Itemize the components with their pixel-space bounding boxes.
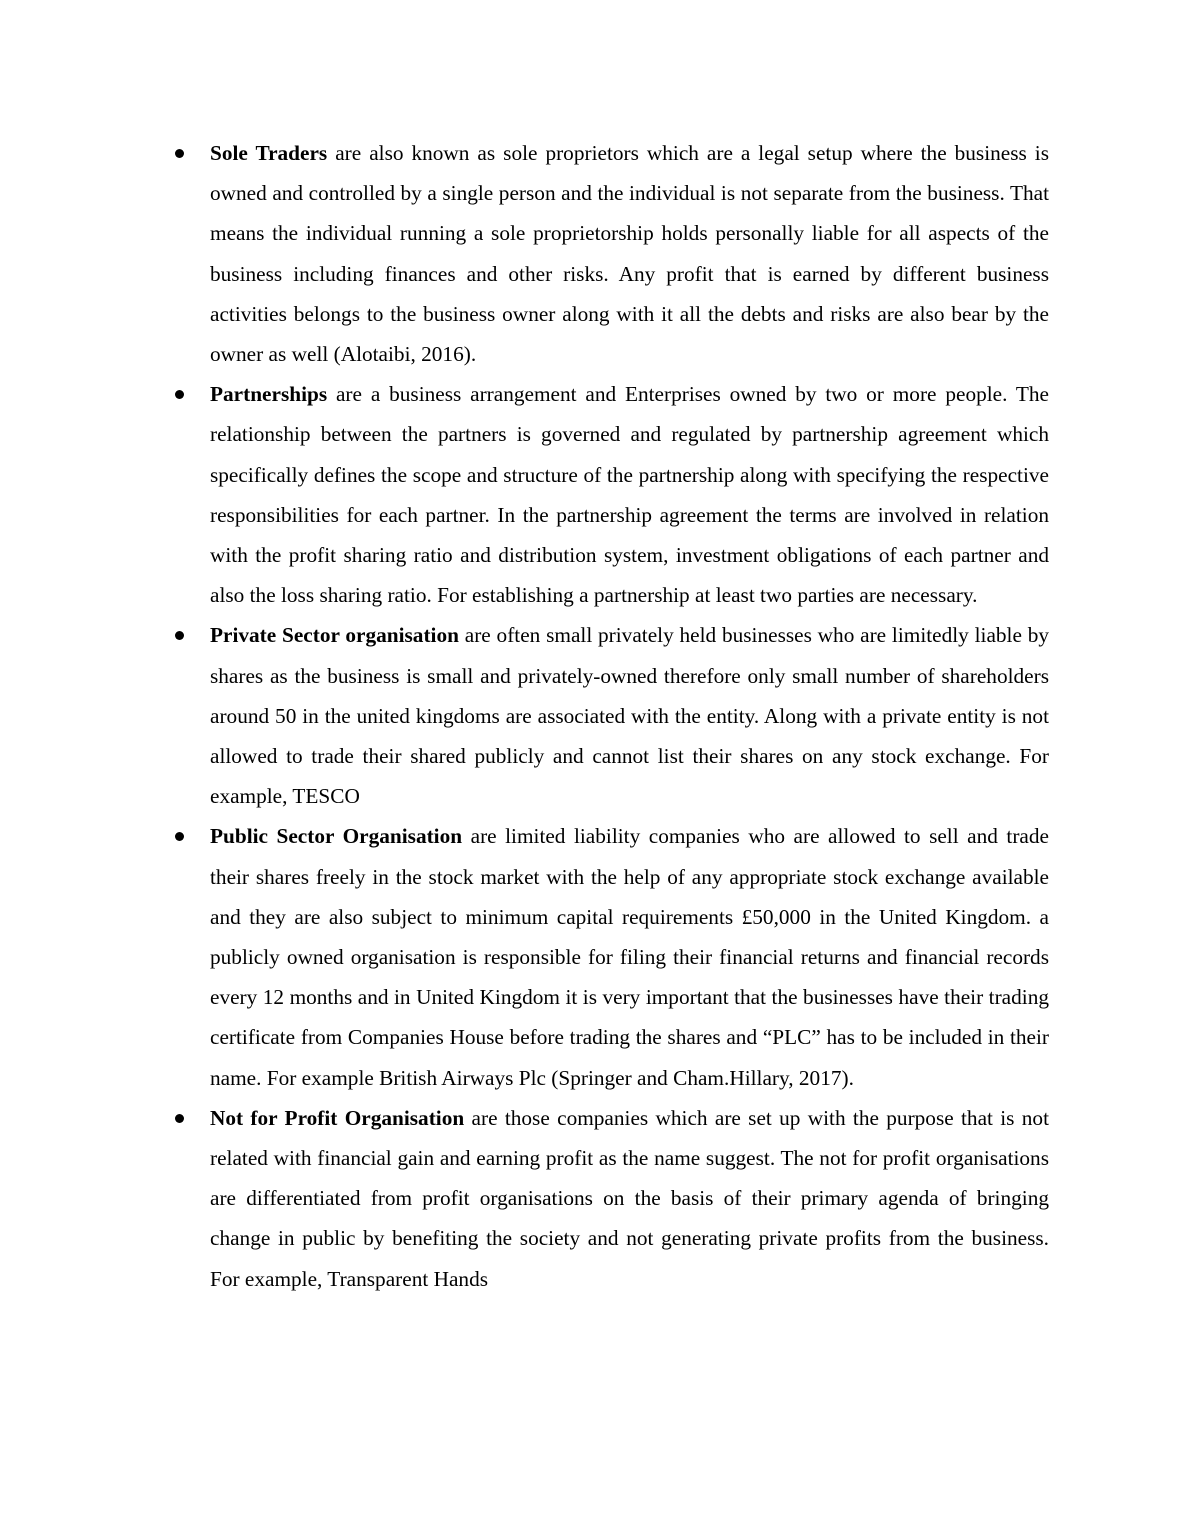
bullet-icon bbox=[175, 832, 184, 841]
term-label: Partnerships bbox=[210, 382, 328, 407]
list-item-partnerships bbox=[210, 374, 1049, 615]
item-text: are also known as sole proprietors which are a legal setup where the business is owned and controlled by a single person and the individual is not separate from the business. That means the individual running a sole proprietorship holds personally liable for all aspects of the business including finances and other risks. Any profit that is earned by different business activities belongs to the business owner along with it all the debts and risks are also bear by the owner as well (Alotaibi, 2016). bbox=[210, 141, 1049, 367]
bullet-list bbox=[210, 133, 1049, 1299]
list-item-public-sector bbox=[210, 816, 1049, 1097]
bullet-icon bbox=[175, 149, 184, 158]
bullet-icon bbox=[175, 631, 184, 640]
bullet-icon bbox=[175, 390, 184, 399]
term-label: Not for Profit Organisation bbox=[210, 1105, 465, 1130]
item-text: are a business arrangement and Enterprises owned by two or more people. The relationship between the partners is governed and regulated by partnership agreement which specifically defines the scope and structure of the partnership along with specifying the respective responsibilities for each partner. In the partnership agreement the terms are involved in relation with the profit sharing ratio and distribution system, investment obligations of each partner and also the loss sharing ratio. For establishing a partnership at least two parties are necessary. bbox=[210, 382, 1049, 608]
item-text: are those companies which are set up with the purpose that is not related with financial gain and earning profit as the name suggest. The not for profit organisations are differentiated from profit organisations on the basis of their primary agenda of bringing change in public by benefiting the society and not generating private profits from the business. For example, Transparent Hands bbox=[210, 1105, 1049, 1291]
term-label: Sole Traders bbox=[210, 141, 328, 165]
list-item-private-sector bbox=[210, 615, 1049, 816]
item-text: are limited liability companies who are allowed to sell and trade their shares freely in the stock market with the help of any appropriate stock exchange available and they are also subject to minimum capital requirements £50,000 in the United Kingdom. a publicly owned organisation is responsible for filing their financial returns and financial records every 12 months and in United Kingdom it is very important that the businesses have their trading certificate from Companies House before trading the shares and “PLC” has to be included in their name. For example British Airways Plc (Springer and Cham.Hillary, 2017). bbox=[210, 824, 1049, 1090]
item-text: are often small privately held businesses who are limitedly liable by shares as the business is small and privately-owned therefore only small number of shareholders around 50 in the united kingdoms are associated with the entity. Along with a private entity is not allowed to trade their shared publicly and cannot list their shares on any stock exchange. For example, TESCO bbox=[210, 623, 1050, 809]
term-label: Public Sector Organisation bbox=[210, 824, 463, 849]
bullet-icon bbox=[175, 1114, 184, 1123]
list-item-not-for-profit bbox=[210, 1098, 1049, 1299]
list-item-sole-traders bbox=[210, 133, 1049, 374]
term-label: Private Sector organisation bbox=[210, 623, 459, 648]
